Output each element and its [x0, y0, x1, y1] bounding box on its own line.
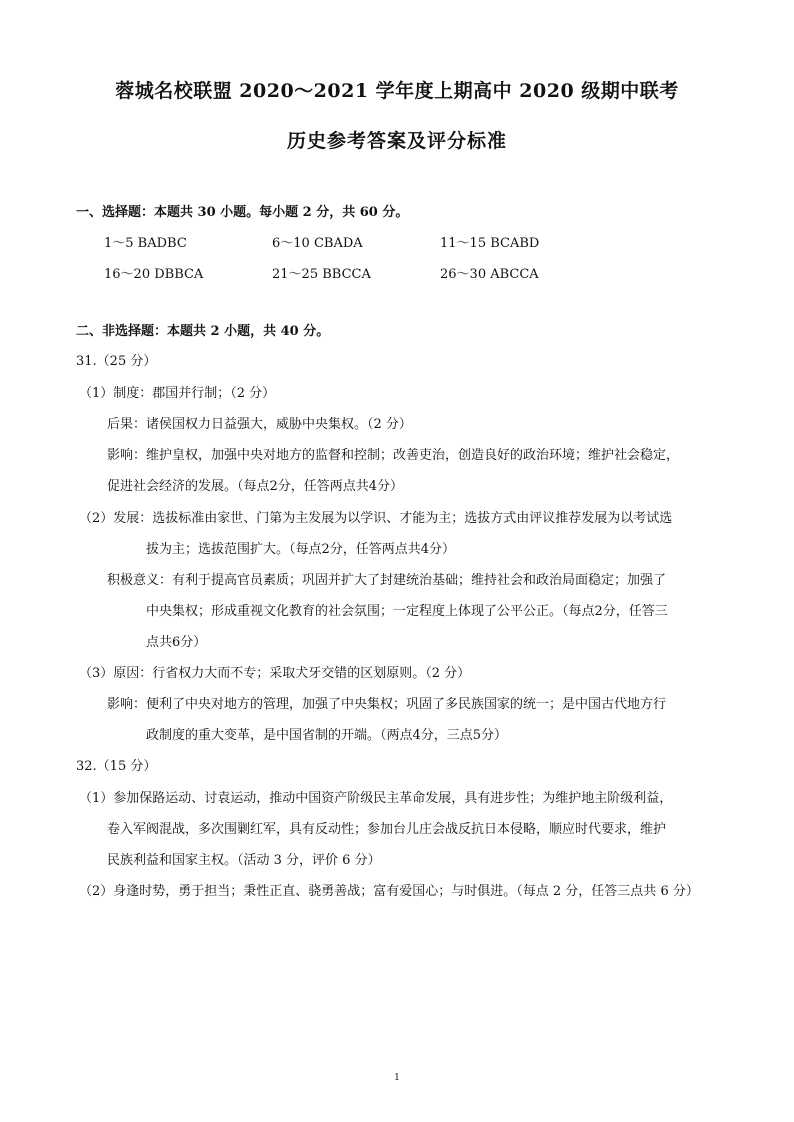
section1-heading: 一、选择题：本题共 30 小题。每小题 2 分，共 60 分。 [76, 205, 409, 220]
q31-line: （2）发展：选拔标准由家世、门第为主发展为以学识、才能为主；选拔方式由评议推荐发展为以考试选 [79, 511, 673, 526]
q31-line: （1）制度：郡国并行制；（2 分） [79, 386, 276, 401]
q31-line: 积极意义：有利于提高官员素质；巩固并扩大了封建统治基础；维持社会和政治局面稳定；加强了 [107, 573, 667, 588]
document-title: 蓉城名校联盟 2020～2021 学年度上期高中 2020 级期中联考 [115, 80, 679, 102]
q31-line: （3）原因：行省权力大而不专；采取犬牙交错的区划原则。（2 分） [79, 666, 471, 681]
answer-group-2: 6～10 CBADA [272, 236, 363, 251]
page-number: 1 [394, 1073, 400, 1083]
section2-heading: 二、非选择题：本题共 2 小题，共 40 分。 [76, 324, 330, 339]
q31-line: 后果：诸侯国权力日益强大，威胁中央集权。（2 分） [107, 417, 412, 432]
q32-label: 32.（15 分） [76, 759, 157, 774]
q31-line: 拔为主；选拔范围扩大。（每点2分，任答两点共4分） [146, 542, 456, 557]
answer-group-5: 21～25 BBCCA [272, 267, 371, 282]
answer-group-3: 11～15 BCABD [440, 236, 540, 251]
answer-group-6: 26～30 ABCCA [440, 267, 539, 282]
q31-line: 中央集权；形成重视文化教育的社会氛围；一定程度上体现了公平公正。（每点2分，任答三 [146, 604, 668, 619]
q31-line: 影响：便利了中央对地方的管理，加强了中央集权；巩固了多民族国家的统一；是中国古代地方行 [107, 697, 667, 712]
answer-group-1: 1～5 BADBC [104, 236, 187, 251]
q31-label: 31.（25 分） [76, 354, 157, 369]
answer-group-4: 16～20 DBBCA [104, 267, 204, 282]
q32-line: 民族利益和国家主权。（活动 3 分，评价 6 分） [107, 853, 381, 868]
q31-line: 政制度的重大变革，是中国省制的开端。（两点4分，三点5分） [146, 728, 508, 743]
q31-line: 影响：维护皇权，加强中央对地方的监督和控制；改善吏治，创造良好的政治环境；维护社会稳定， [107, 448, 680, 463]
q32-line: （1）参加保路运动、讨袁运动，推动中国资产阶级民主革命发展，具有进步性；为维护地主阶级利益， [79, 791, 673, 806]
q31-line: 促进社会经济的发展。（每点2分，任答两点共4分） [107, 479, 404, 494]
q32-line: 卷入军阀混战，多次围剿红军，具有反动性；参加台儿庄会战反抗日本侵略，顺应时代要求，维护 [107, 822, 667, 837]
document-subtitle: 历史参考答案及评分标准 [286, 130, 507, 152]
q31-line: 点共6分） [146, 635, 207, 650]
q32-line: （2）身逢时势，勇于担当；秉性正直、骁勇善战；富有爱国心；与时俱进。（每点 2 分，任答三点共 6 分） [79, 884, 699, 899]
